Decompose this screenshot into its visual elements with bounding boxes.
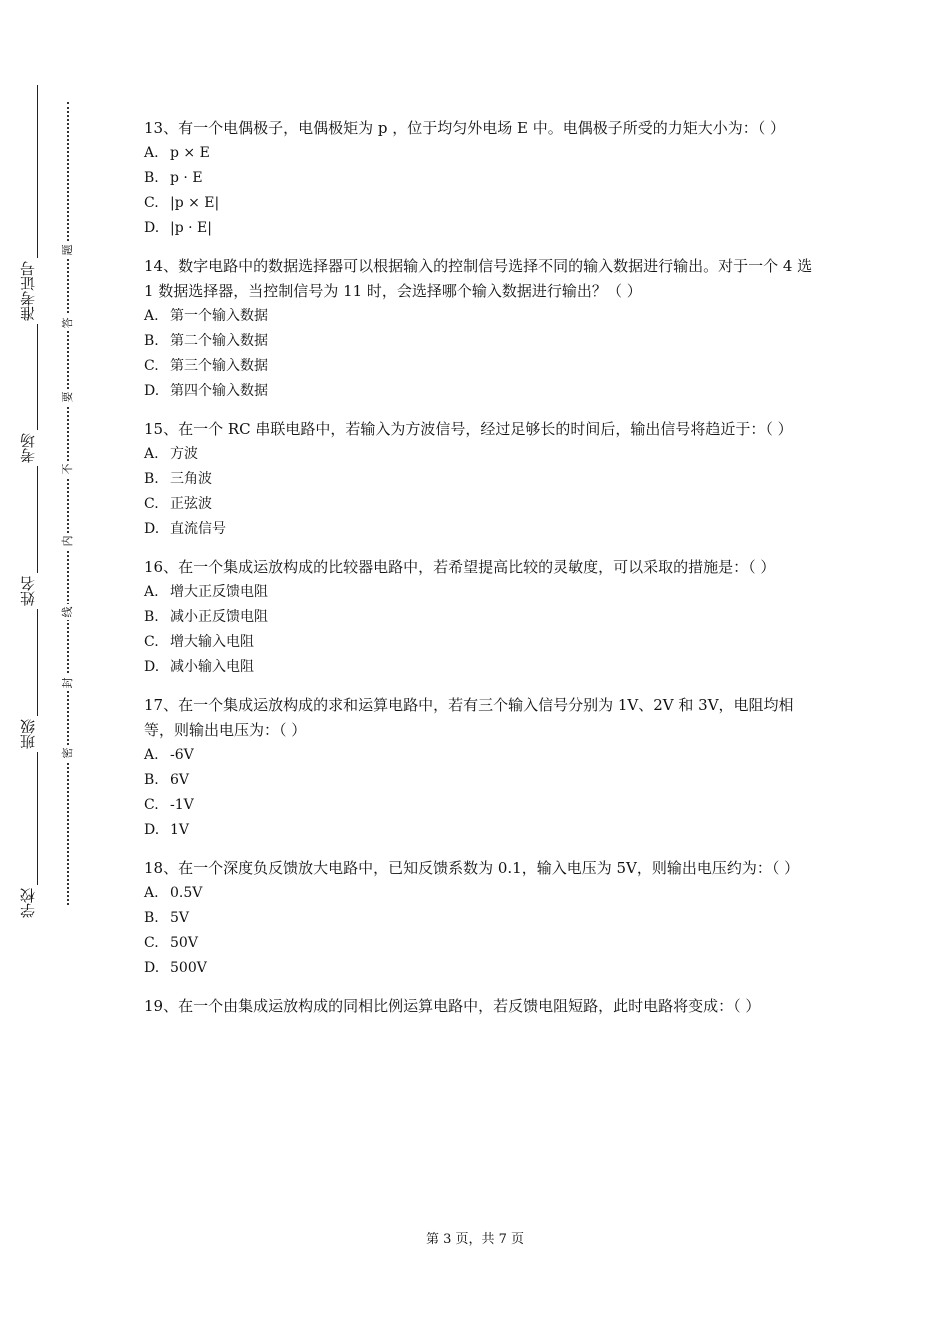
option-text: p · E bbox=[170, 170, 203, 186]
option-text: 增大正反馈电阻 bbox=[170, 584, 268, 600]
option-text: 第二个输入数据 bbox=[170, 333, 268, 349]
option-letter: D. bbox=[144, 521, 160, 537]
question-list bbox=[144, 116, 816, 1032]
option-text: |p · E| bbox=[170, 220, 212, 236]
question-14 bbox=[144, 254, 816, 404]
option-c[interactable] bbox=[144, 793, 816, 818]
option-letter: A. bbox=[144, 747, 159, 763]
question-16 bbox=[144, 555, 816, 680]
option-d[interactable] bbox=[144, 379, 816, 404]
option-text: 6V bbox=[170, 772, 190, 788]
name-label: 姓名 bbox=[20, 573, 54, 609]
option-text: 减小正反馈电阻 bbox=[170, 609, 268, 625]
seal-char: 不 bbox=[61, 461, 75, 477]
option-b[interactable] bbox=[144, 329, 816, 354]
option-letter: D. bbox=[144, 960, 160, 976]
school-label: 学校 bbox=[20, 885, 54, 921]
option-text: -1V bbox=[170, 797, 194, 813]
option-letter: A. bbox=[144, 584, 159, 600]
option-letter: A. bbox=[144, 145, 159, 161]
page-footer: 第 3 页，共 7 页 bbox=[425, 1232, 525, 1247]
option-letter: B. bbox=[144, 910, 159, 926]
option-letter: B. bbox=[144, 333, 159, 349]
seal-char: 线 bbox=[61, 604, 75, 620]
option-letter: C. bbox=[144, 797, 159, 813]
option-text: 第三个输入数据 bbox=[170, 358, 268, 374]
option-letter: C. bbox=[144, 358, 159, 374]
option-c[interactable] bbox=[144, 630, 816, 655]
question-stem: 13、有一个电偶极子，电偶极矩为 p ，位于均匀外电场 E 中。电偶极子所受的力矩大小为：（ ） bbox=[144, 119, 785, 137]
seal-char: 要 bbox=[61, 389, 75, 405]
option-text: 50V bbox=[170, 935, 198, 951]
option-letter: D. bbox=[144, 383, 160, 399]
question-stem: 18、在一个深度负反馈放大电路中，已知反馈系数为 0.1，输入电压为 5V，则输出电压约为：（ ） bbox=[144, 859, 800, 877]
option-d[interactable] bbox=[144, 818, 816, 843]
option-b[interactable] bbox=[144, 166, 816, 191]
option-d[interactable] bbox=[144, 216, 816, 241]
option-text: 三角波 bbox=[170, 471, 212, 487]
option-b[interactable] bbox=[144, 605, 816, 630]
option-b[interactable] bbox=[144, 467, 816, 492]
option-letter: D. bbox=[144, 220, 160, 236]
question-13 bbox=[144, 116, 816, 241]
option-letter: B. bbox=[144, 170, 159, 186]
exam-id-label: 准考证号 bbox=[20, 258, 54, 324]
seal-char: 题 bbox=[61, 242, 75, 258]
option-letter: C. bbox=[144, 195, 159, 211]
seal-char: 封 bbox=[61, 675, 75, 691]
option-c[interactable] bbox=[144, 492, 816, 517]
seal-char: 答 bbox=[61, 315, 75, 331]
option-letter: C. bbox=[144, 935, 159, 951]
question-15 bbox=[144, 417, 816, 542]
option-a[interactable] bbox=[144, 580, 816, 605]
option-b[interactable] bbox=[144, 768, 816, 793]
option-letter: A. bbox=[144, 308, 159, 324]
option-letter: B. bbox=[144, 471, 159, 487]
option-a[interactable] bbox=[144, 881, 816, 906]
option-text: 方波 bbox=[170, 446, 198, 462]
option-letter: C. bbox=[144, 496, 159, 512]
option-text: -6V bbox=[170, 747, 194, 763]
option-b[interactable] bbox=[144, 906, 816, 931]
option-c[interactable] bbox=[144, 931, 816, 956]
option-text: 第一个输入数据 bbox=[170, 308, 268, 324]
option-a[interactable] bbox=[144, 141, 816, 166]
question-18 bbox=[144, 856, 816, 981]
option-text: 0.5V bbox=[170, 885, 203, 901]
option-a[interactable] bbox=[144, 442, 816, 467]
exam-room-label: 考场 bbox=[20, 430, 54, 466]
question-stem: 15、在一个 RC 串联电路中，若输入为方波信号，经过足够长的时间后，输出信号将趋近于：（ ） bbox=[144, 420, 793, 438]
option-a[interactable] bbox=[144, 743, 816, 768]
question-stem: 16、在一个集成运放构成的比较器电路中，若希望提高比较的灵敏度，可以采取的措施是：（ ） bbox=[144, 558, 776, 576]
option-d[interactable] bbox=[144, 655, 816, 680]
option-letter: D. bbox=[144, 822, 160, 838]
option-letter: A. bbox=[144, 885, 159, 901]
binding-dotted-line bbox=[67, 102, 69, 905]
option-text: 减小输入电阻 bbox=[170, 659, 254, 675]
question-17 bbox=[144, 693, 816, 843]
question-19 bbox=[144, 994, 816, 1019]
question-stem: 17、在一个集成运放构成的求和运算电路中，若有三个输入信号分别为 1V、2V 和 3V，电阻均相等，则输出电压为：（ ） bbox=[144, 696, 794, 739]
question-stem: 19、在一个由集成运放构成的同相比例运算电路中，若反馈电阻短路，此时电路将变成：（ ） bbox=[144, 997, 761, 1015]
option-letter: A. bbox=[144, 446, 159, 462]
option-c[interactable] bbox=[144, 354, 816, 379]
binding-margin bbox=[0, 0, 90, 1344]
question-stem: 14、数字电路中的数据选择器可以根据输入的控制信号选择不同的输入数据进行输出。对于一个 4 选 1 数据选择器，当控制信号为 11 时，会选择哪个输入数据进行输出？（ ） bbox=[144, 257, 813, 300]
option-d[interactable] bbox=[144, 517, 816, 542]
option-text: 第四个输入数据 bbox=[170, 383, 268, 399]
option-letter: D. bbox=[144, 659, 160, 675]
option-text: 1V bbox=[170, 822, 190, 838]
option-text: p × E bbox=[170, 145, 210, 161]
option-letter: B. bbox=[144, 772, 159, 788]
option-text: 5V bbox=[170, 910, 190, 926]
option-text: 500V bbox=[170, 960, 207, 976]
option-letter: B. bbox=[144, 609, 159, 625]
binding-solid-line bbox=[37, 85, 38, 920]
seal-char: 内 bbox=[61, 533, 75, 549]
option-c[interactable] bbox=[144, 191, 816, 216]
option-text: 正弦波 bbox=[170, 496, 212, 512]
seal-char: 密 bbox=[61, 745, 75, 761]
option-a[interactable] bbox=[144, 304, 816, 329]
option-d[interactable] bbox=[144, 956, 816, 981]
option-text: |p × E| bbox=[170, 195, 220, 211]
option-text: 增大输入电阻 bbox=[170, 634, 254, 650]
option-letter: C. bbox=[144, 634, 159, 650]
class-label: 班级 bbox=[20, 716, 54, 752]
option-text: 直流信号 bbox=[170, 521, 226, 537]
